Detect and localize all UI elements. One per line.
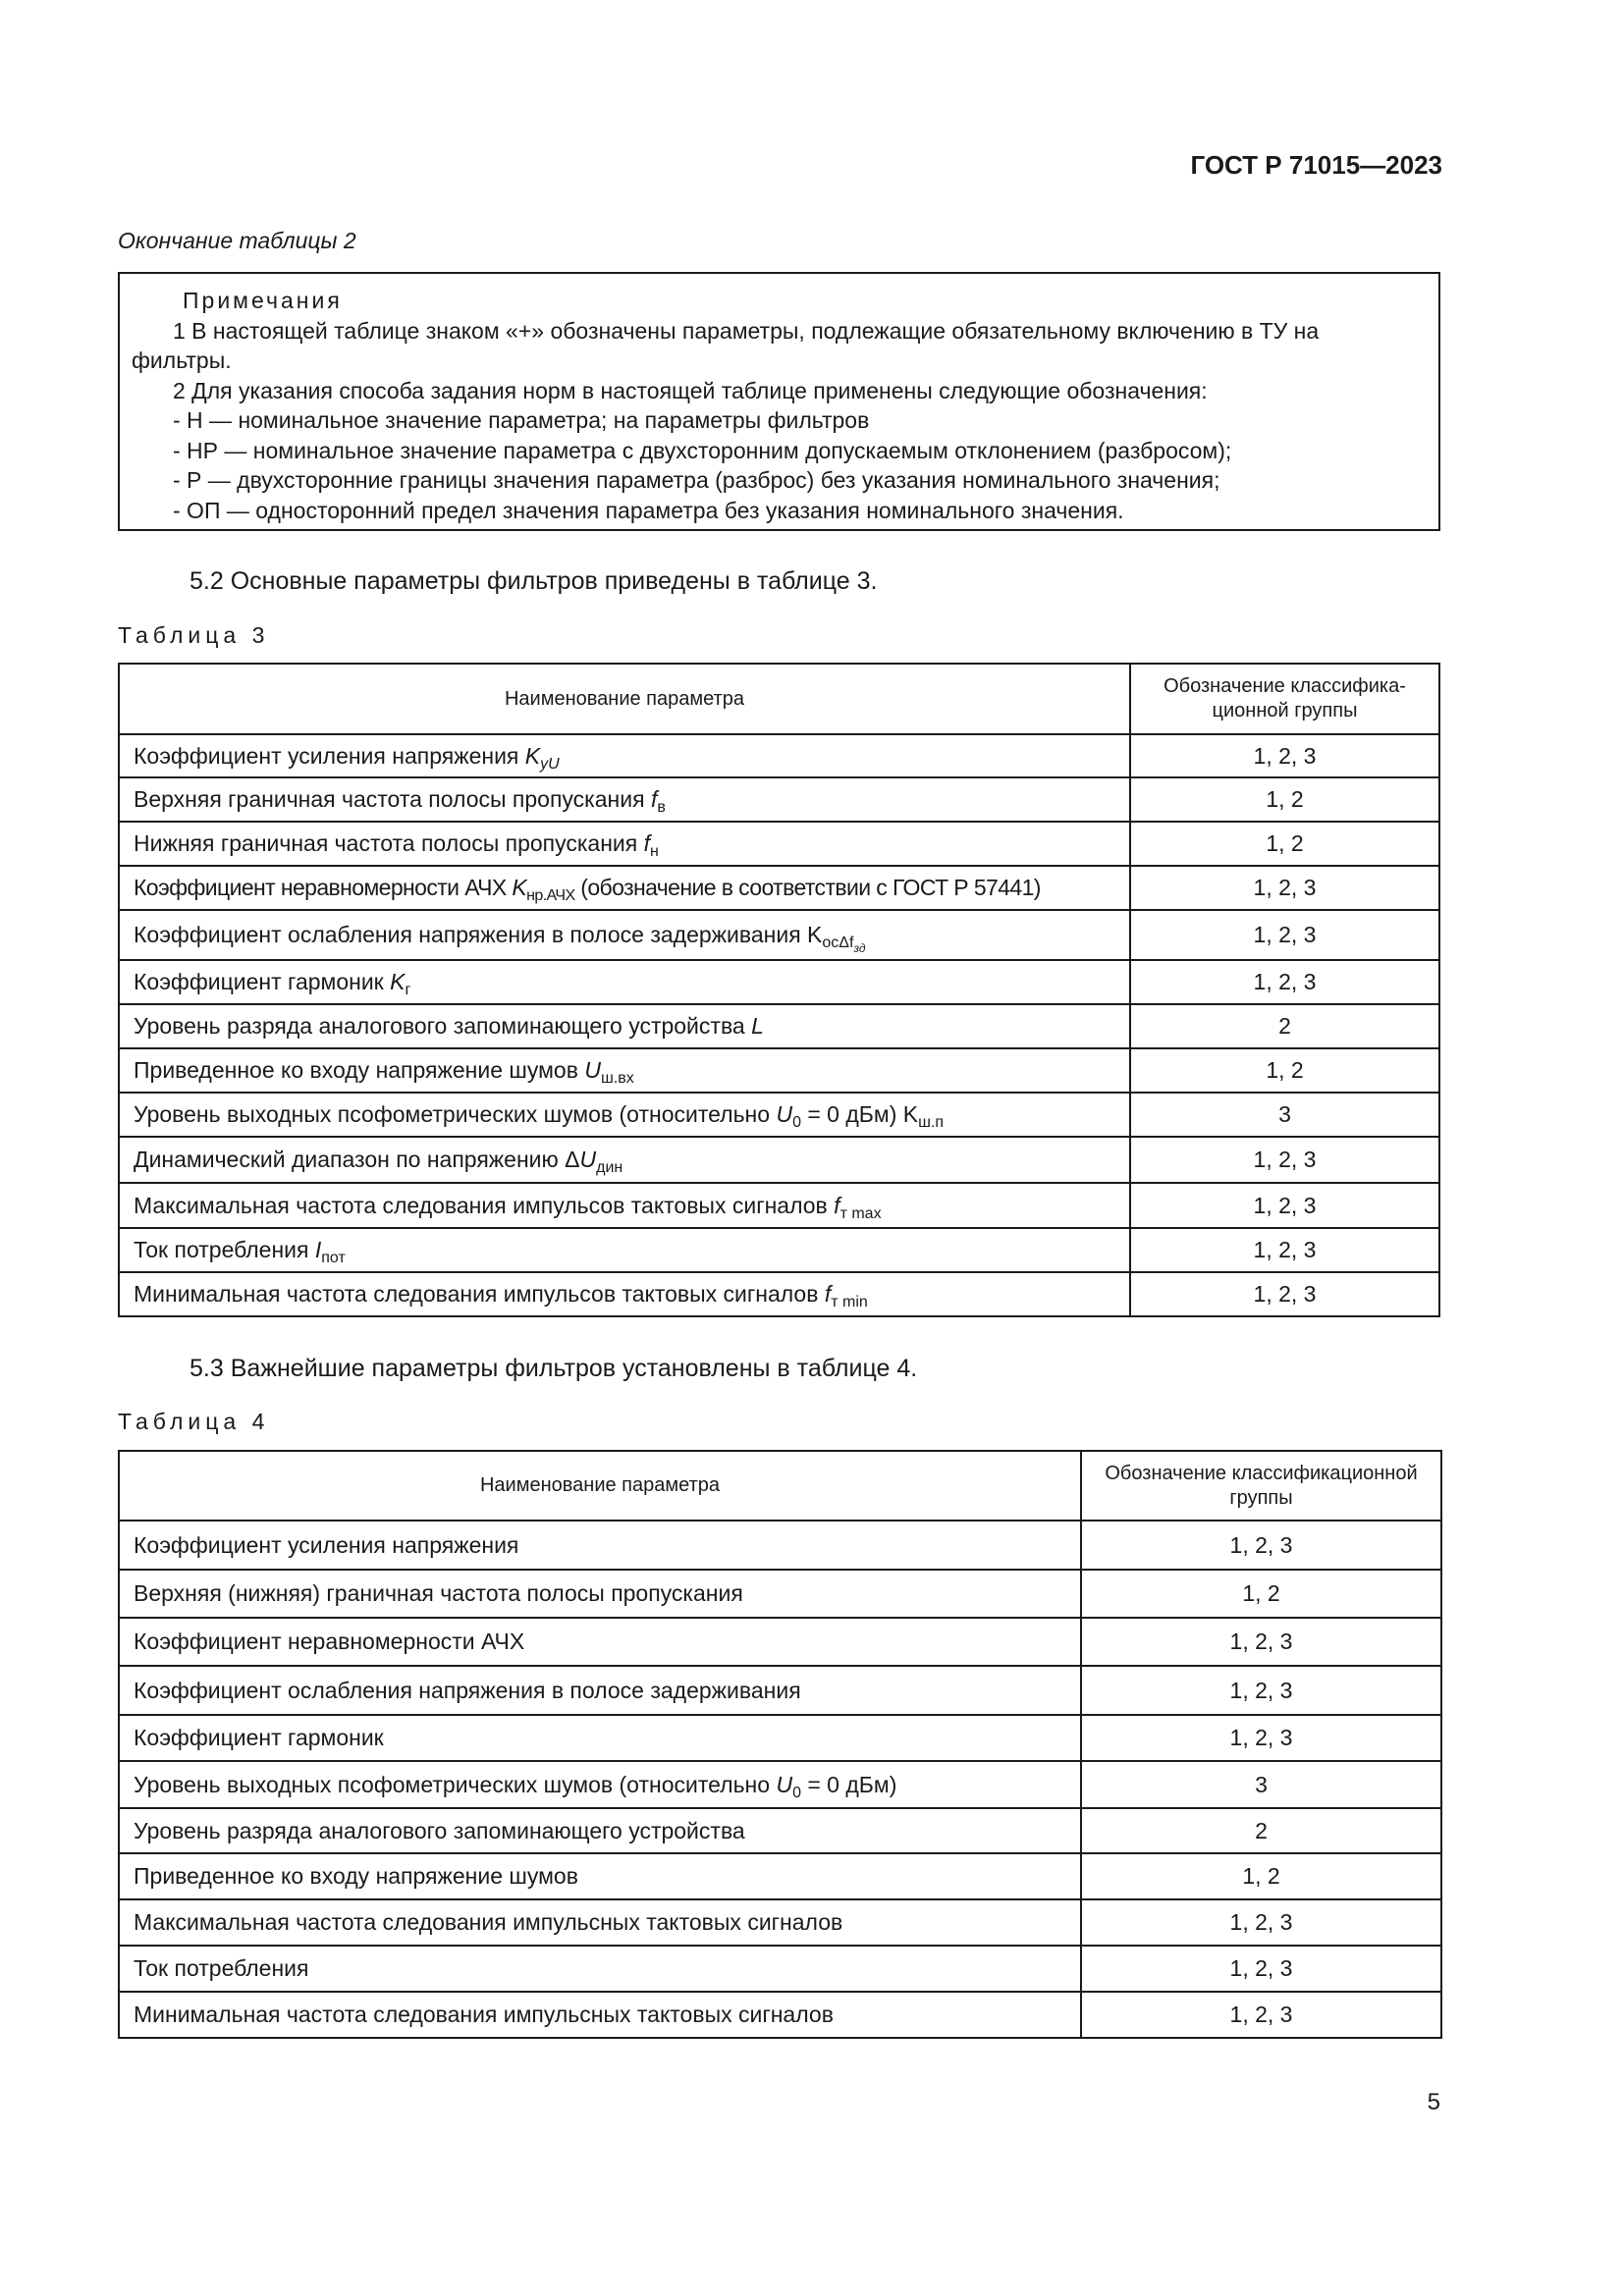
table-row bbox=[119, 1570, 1441, 1618]
table-row bbox=[119, 1228, 1439, 1272]
table-4 bbox=[118, 1450, 1442, 2039]
param-group: 2 bbox=[1081, 1808, 1441, 1853]
param-name: Максимальная частота следования импульсов тактовых сигналов $f_{т max}$ bbox=[119, 1183, 1130, 1228]
table-row bbox=[119, 734, 1439, 777]
table-row bbox=[119, 1666, 1441, 1715]
table-row bbox=[119, 1048, 1439, 1093]
table-row bbox=[119, 1183, 1439, 1228]
param-name: Нижняя граничная частота полосы пропускания $f_н$ bbox=[119, 822, 1130, 866]
note-item-p: - Р — двухсторонние границы значения параметра (разброс) без указания номинального значения; bbox=[173, 467, 1220, 493]
table-row bbox=[119, 822, 1439, 866]
note-1-line-1: 1 В настоящей таблице знаком «+» обозначены параметры, подлежащие обязательному включению в ТУ на bbox=[173, 317, 1320, 344]
param-group: 1, 2, 3 bbox=[1130, 960, 1439, 1004]
param-name: Уровень разряда аналогового запоминающего устройства bbox=[119, 1808, 1081, 1853]
param-name: Уровень разряда аналогового запоминающего устройства L bbox=[119, 1004, 1130, 1048]
table-row bbox=[119, 1093, 1439, 1137]
note-2: 2 Для указания способа задания норм в настоящей таблице применены следующие обозначения: bbox=[173, 377, 1208, 403]
param-group: 1, 2 bbox=[1081, 1570, 1441, 1618]
param-group: 1, 2, 3 bbox=[1081, 1666, 1441, 1715]
table-row bbox=[119, 1992, 1441, 2038]
table-4-header-group: Обозначение классификационной группы bbox=[1081, 1451, 1441, 1521]
param-group: 1, 2, 3 bbox=[1130, 734, 1439, 777]
notes-box bbox=[118, 272, 1440, 531]
param-group: 1, 2, 3 bbox=[1081, 1946, 1441, 1992]
param-name: Ток потребления bbox=[119, 1946, 1081, 1992]
table-row bbox=[119, 960, 1439, 1004]
table-row bbox=[119, 1853, 1441, 1899]
param-name: Минимальная частота следования импульсов тактовых сигналов $f_{т min}$ bbox=[119, 1272, 1130, 1316]
table-row bbox=[119, 1618, 1441, 1666]
param-name: Коэффициент ослабления напряжения в полосе задерживания $K_{ос\Delta f_{зд}}$ bbox=[119, 910, 1130, 960]
table-row bbox=[119, 1899, 1441, 1946]
param-name: Приведенное ко входу напряжение шумов $U_{ш.вх}$ bbox=[119, 1048, 1130, 1093]
table-row bbox=[119, 1761, 1441, 1808]
table-3-header-row bbox=[119, 664, 1439, 734]
param-group: 1, 2, 3 bbox=[1081, 1618, 1441, 1666]
note-item-hp: - НР — номинальное значение параметра с двухсторонним допускаемым отклонением (разбросом); bbox=[173, 437, 1232, 463]
param-group: 1, 2, 3 bbox=[1130, 1183, 1439, 1228]
table-row bbox=[119, 1808, 1441, 1853]
standard-code: ГОСТ Р 71015—2023 bbox=[1190, 150, 1442, 180]
param-name: Верхняя (нижняя) граничная частота полосы пропускания bbox=[119, 1570, 1081, 1618]
section-5-3-text: 5.3 Важнейшие параметры фильтров установлены в таблице 4. bbox=[189, 1355, 918, 1382]
param-name: Уровень выходных псофометрических шумов (относительно $U_0 = 0$ дБм) bbox=[119, 1761, 1081, 1808]
table-3-header-group: Обозначение классифика-ционной группы bbox=[1130, 664, 1439, 734]
param-group: 1, 2, 3 bbox=[1081, 1992, 1441, 2038]
table-row bbox=[119, 1004, 1439, 1048]
param-group: 3 bbox=[1130, 1093, 1439, 1137]
param-name: Приведенное ко входу напряжение шумов bbox=[119, 1853, 1081, 1899]
note-1-line-2: фильтры. bbox=[132, 347, 232, 373]
param-name: Коэффициент гармоник $K_г$ bbox=[119, 960, 1130, 1004]
table-row bbox=[119, 910, 1439, 960]
param-group: 3 bbox=[1081, 1761, 1441, 1808]
table-row bbox=[119, 1272, 1439, 1316]
table-3 bbox=[118, 663, 1440, 1317]
table-row bbox=[119, 1715, 1441, 1761]
param-group: 1, 2, 3 bbox=[1130, 910, 1439, 960]
param-group: 1, 2, 3 bbox=[1081, 1521, 1441, 1570]
table-3-header-name: Наименование параметра bbox=[119, 664, 1130, 734]
table-row bbox=[119, 1137, 1439, 1183]
param-group: 1, 2 bbox=[1081, 1853, 1441, 1899]
table-row bbox=[119, 1521, 1441, 1570]
param-name: Коэффициент усиления напряжения bbox=[119, 1521, 1081, 1570]
param-name: Максимальная частота следования импульсных тактовых сигналов bbox=[119, 1899, 1081, 1946]
param-group: 1, 2, 3 bbox=[1130, 1228, 1439, 1272]
param-group: 1, 2 bbox=[1130, 777, 1439, 822]
table-continuation-caption: Окончание таблицы 2 bbox=[118, 228, 356, 253]
param-group: 1, 2, 3 bbox=[1130, 1272, 1439, 1316]
param-group: 2 bbox=[1130, 1004, 1439, 1048]
table-4-caption: Таблица 4 bbox=[118, 1409, 270, 1434]
param-name: Коэффициент усиления напряжения $K_{yU}$ bbox=[119, 734, 1130, 777]
note-item-op: - ОП — односторонний предел значения параметра без указания номинального значения. bbox=[173, 497, 1124, 523]
table-4-header-name: Наименование параметра bbox=[119, 1451, 1081, 1521]
param-name: Коэффициент неравномерности АЧХ $K_{нр.АЧХ}$ (обозначение в соответствии с ГОСТ Р 57441) bbox=[119, 866, 1130, 910]
param-name: Ток потребления $I_{пот}$ bbox=[119, 1228, 1130, 1272]
notes-title: Примечания bbox=[183, 288, 343, 313]
param-name: Верхняя граничная частота полосы пропускания $f_в$ bbox=[119, 777, 1130, 822]
param-group: 1, 2, 3 bbox=[1130, 866, 1439, 910]
param-name: Уровень выходных псофометрических шумов (относительно $U_0 = 0$ дБм) $K_{ш.п}$ bbox=[119, 1093, 1130, 1137]
table-3-caption: Таблица 3 bbox=[118, 622, 270, 648]
param-name: Коэффициент ослабления напряжения в полосе задерживания bbox=[119, 1666, 1081, 1715]
param-name: Минимальная частота следования импульсных тактовых сигналов bbox=[119, 1992, 1081, 2038]
param-name: Коэффициент гармоник bbox=[119, 1715, 1081, 1761]
param-name: Динамический диапазон по напряжению $\Delta U_{дин}$ bbox=[119, 1137, 1130, 1183]
param-group: 1, 2 bbox=[1130, 1048, 1439, 1093]
table-row bbox=[119, 866, 1439, 910]
table-row bbox=[119, 777, 1439, 822]
param-group: 1, 2, 3 bbox=[1130, 1137, 1439, 1183]
table-row bbox=[119, 1946, 1441, 1992]
table-4-header-row bbox=[119, 1451, 1441, 1521]
param-name: Коэффициент неравномерности АЧХ bbox=[119, 1618, 1081, 1666]
note-item-h: - Н — номинальное значение параметра; на параметры фильтров bbox=[173, 407, 870, 433]
section-5-2-text: 5.2 Основные параметры фильтров приведены в таблице 3. bbox=[189, 567, 878, 595]
page-number: 5 bbox=[1427, 2089, 1440, 2115]
param-group: 1, 2, 3 bbox=[1081, 1899, 1441, 1946]
param-group: 1, 2, 3 bbox=[1081, 1715, 1441, 1761]
param-group: 1, 2 bbox=[1130, 822, 1439, 866]
